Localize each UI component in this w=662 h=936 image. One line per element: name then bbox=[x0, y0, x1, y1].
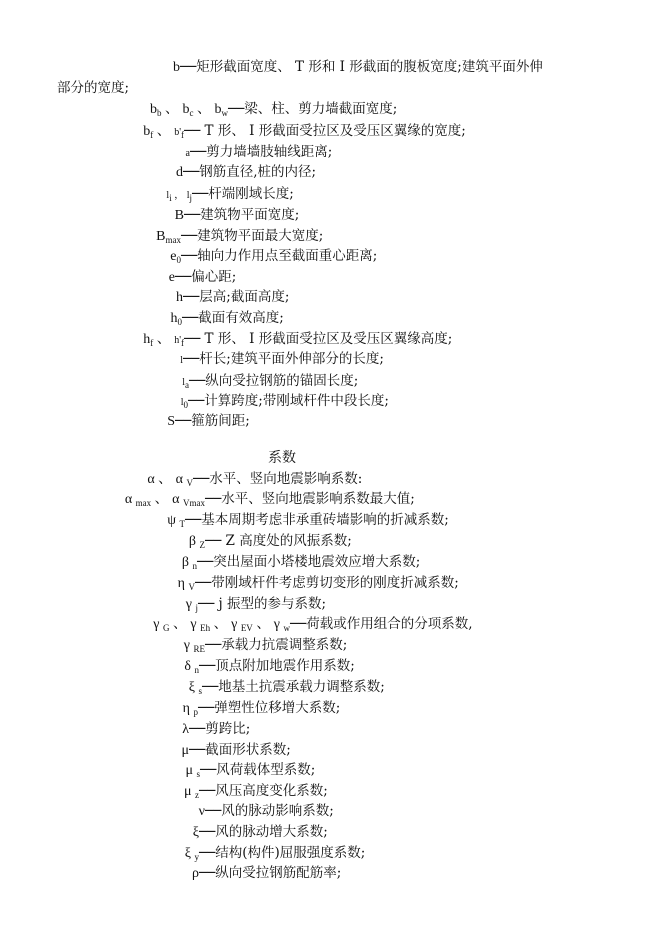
coefficient-line-gammaRE-definition bbox=[205, 636, 347, 654]
definition-text: T 形、 I 形截面受拉区及受压区翼缘高度; bbox=[200, 331, 453, 347]
coefficient-line-gammaj bbox=[186, 595, 198, 617]
em-dash: ── bbox=[200, 762, 217, 778]
em-dash: ── bbox=[188, 393, 205, 409]
symbol-line-d-definition bbox=[183, 163, 316, 181]
definition-line-b-continued bbox=[57, 79, 129, 97]
symbol-line-d bbox=[176, 163, 183, 182]
em-dash: ── bbox=[184, 123, 201, 139]
symbol-line-bf bbox=[143, 122, 184, 144]
definition-text: 风的脉动影响系数; bbox=[221, 803, 334, 819]
symbol-line-e0 bbox=[170, 247, 181, 269]
em-dash: ── bbox=[199, 658, 216, 674]
definition-text: 基本周期考虑非承重砖墙影响的折减系数; bbox=[201, 512, 449, 528]
em-dash: ── bbox=[184, 207, 201, 223]
symbol: $B_{max}$ bbox=[156, 229, 181, 245]
coefficient-line-betaZ bbox=[189, 532, 205, 554]
coefficient-line-psiT bbox=[167, 511, 185, 533]
symbol-line-h0 bbox=[171, 309, 183, 331]
coefficient-line-deltan-definition bbox=[199, 657, 355, 675]
symbol-line-Bmax-definition bbox=[181, 227, 323, 245]
symbol: ρ bbox=[192, 866, 199, 881]
symbol-line-li-lj bbox=[166, 185, 192, 207]
coefficient-line-lambda-definition bbox=[189, 720, 250, 738]
em-dash: ── bbox=[193, 471, 210, 487]
definition-text: 杆端刚域长度; bbox=[208, 186, 294, 202]
definition-text: 剪力墙墙肢轴线距离; bbox=[206, 144, 333, 160]
definition-text: 梁、柱、剪力墙截面宽度; bbox=[244, 101, 398, 117]
symbol-line-S bbox=[167, 412, 175, 431]
definition-text: 水平、竖向地震影响系数: bbox=[209, 471, 363, 487]
coefficient-line-xiy bbox=[185, 844, 199, 866]
em-dash: ── bbox=[205, 637, 222, 653]
definition-text: 杆长;建筑平面外伸部分的长度; bbox=[199, 351, 384, 367]
symbol-line-e-definition bbox=[175, 268, 236, 286]
definition-line-b: b──矩形截面宽度、 T 形和 I 形截面的腹板宽度;建筑平面外伸 bbox=[173, 59, 543, 75]
definition-text: 地基土抗震承载力调整系数; bbox=[218, 679, 385, 695]
em-dash: ── bbox=[184, 331, 201, 347]
symbol: S bbox=[167, 414, 175, 429]
symbol: a bbox=[185, 148, 190, 159]
symbol-line-l0-definition bbox=[188, 392, 389, 410]
symbol: d bbox=[176, 165, 183, 180]
symbol: $h_0$ bbox=[170, 311, 182, 327]
symbol: γ $_G$ 、 γ $_{Eh}$ 、 γ $_{EV}$ 、 γ $_w$ bbox=[153, 617, 290, 633]
definition-text: 风的脉动增大系数; bbox=[215, 824, 328, 840]
coefficient-line-alphamax bbox=[125, 490, 205, 512]
definition-text: 箍筋间距; bbox=[191, 413, 250, 429]
definition-text: 弹塑性位移增大系数; bbox=[214, 700, 341, 716]
em-dash: ── bbox=[197, 554, 214, 570]
symbol: l bbox=[180, 355, 183, 366]
definition-text: 轴向力作用点至截面重心距离; bbox=[197, 248, 378, 264]
symbol-line-B-definition bbox=[184, 206, 299, 224]
coefficient-line-gammaj-definition bbox=[198, 595, 326, 613]
symbol: η $_V$ bbox=[177, 576, 195, 592]
em-dash: ── bbox=[182, 310, 199, 326]
symbol: α 、 α $_V$ bbox=[147, 472, 193, 488]
coefficient-line-mus-definition bbox=[200, 761, 315, 779]
em-dash: ── bbox=[189, 373, 206, 389]
coefficient-line-etaV-definition bbox=[195, 574, 459, 592]
coefficient-line-alpha-definition bbox=[193, 470, 362, 488]
coefficient-line-alpha bbox=[147, 470, 193, 492]
definition-text: 纵向受拉钢筋的锚固长度; bbox=[205, 373, 359, 389]
definition-text: 截面有效高度; bbox=[198, 310, 284, 326]
symbol: γ $_{RE}$ bbox=[183, 638, 205, 654]
coefficient-line-betan bbox=[182, 553, 197, 575]
symbol: α $_{max}$ 、 α $_{Vmax}$ bbox=[124, 492, 205, 508]
em-dash: ── bbox=[202, 679, 219, 695]
symbol-line-l0 bbox=[181, 392, 188, 414]
symbol-line-li-lj-definition bbox=[192, 185, 294, 203]
em-dash: ── bbox=[175, 269, 192, 285]
symbol: β $_Z$ bbox=[188, 534, 205, 550]
definition-text: 剪跨比; bbox=[205, 721, 251, 737]
coefficient-line-muz bbox=[184, 782, 199, 804]
coefficient-line-etap-definition bbox=[198, 699, 340, 717]
coefficient-line-mus bbox=[185, 761, 200, 783]
symbol: b bbox=[173, 60, 180, 75]
coefficient-line-lambda bbox=[182, 720, 189, 739]
symbol-line-h bbox=[176, 288, 183, 307]
definition-text: 建筑物平面最大宽度; bbox=[197, 228, 324, 244]
symbol: λ bbox=[182, 722, 189, 737]
coefficient-line-betaZ-definition bbox=[205, 532, 352, 550]
symbol-line-a-definition bbox=[190, 143, 332, 161]
symbol: μ bbox=[181, 743, 189, 758]
symbol-line-la bbox=[182, 372, 189, 394]
symbol: ξ $_s$ bbox=[188, 680, 202, 696]
coefficient-line-betan-definition bbox=[197, 553, 420, 571]
em-dash: ── bbox=[192, 186, 209, 202]
symbol-line-hf bbox=[143, 330, 184, 352]
symbol: $h_f$ 、 $h'_f$ bbox=[143, 332, 184, 348]
definition-text: 计算跨度;带刚域杆件中段长度; bbox=[204, 393, 389, 409]
em-dash: ── bbox=[190, 144, 207, 160]
em-dash: ── bbox=[195, 575, 212, 591]
coefficient-line-etap bbox=[183, 699, 198, 721]
symbol: δ $_n$ bbox=[184, 659, 199, 675]
em-dash: ── bbox=[181, 248, 198, 264]
symbol: $l_i$ ， $l_j$ bbox=[166, 190, 192, 203]
symbol-line-bb-bc-bw bbox=[150, 100, 228, 122]
symbol: e bbox=[168, 270, 175, 285]
symbol-line-la-definition bbox=[189, 372, 358, 390]
coefficient-line-xi-definition bbox=[199, 823, 328, 841]
definition-text: 层高;截面高度; bbox=[199, 289, 290, 305]
symbol: γ $_j$ bbox=[185, 597, 198, 613]
coefficient-line-rho-definition bbox=[199, 864, 341, 882]
definition-text: 带刚域杆件考虑剪切变形的刚度折减系数; bbox=[211, 575, 459, 591]
symbol-line-bf-definition bbox=[184, 122, 466, 140]
definition-text: 突出屋面小塔楼地震效应增大系数; bbox=[213, 554, 421, 570]
coefficient-line-xis bbox=[189, 678, 202, 700]
em-dash: ── bbox=[199, 865, 216, 881]
symbol-line-h-definition bbox=[183, 288, 289, 306]
em-dash: ── bbox=[205, 803, 222, 819]
coefficient-line-mu-definition bbox=[189, 741, 291, 759]
definition-text: 荷载或作用组合的分项系数, bbox=[306, 616, 473, 632]
symbol: ν bbox=[198, 804, 205, 819]
symbol-line-S-definition bbox=[175, 412, 250, 430]
em-dash: ── bbox=[199, 845, 216, 861]
definition-text: 偏心距; bbox=[191, 269, 237, 285]
symbol: $b_f$ 、 $b'_f$ bbox=[143, 124, 184, 140]
coefficient-line-nu-definition bbox=[205, 802, 334, 820]
definition-text: 截面形状系数; bbox=[205, 742, 291, 758]
em-dash: ── bbox=[290, 616, 307, 632]
symbol-line-l-definition bbox=[183, 350, 384, 368]
definition-text: 顶点附加地震作用系数; bbox=[215, 658, 355, 674]
definition-text: 结构(构件)屈服强度系数; bbox=[215, 845, 366, 861]
symbol: β $_n$ bbox=[181, 555, 197, 571]
symbol-line-Bmax bbox=[156, 227, 181, 249]
symbol: $l_a$ bbox=[182, 377, 189, 390]
definition-text: j 振型的参与系数; bbox=[214, 596, 327, 612]
symbol-line-hf-definition bbox=[184, 330, 452, 348]
coefficient-line-alphamax-definition bbox=[205, 490, 415, 508]
em-dash: ── bbox=[189, 742, 206, 758]
symbol: h bbox=[176, 290, 183, 305]
em-dash: ── bbox=[181, 228, 198, 244]
em-dash: ── bbox=[183, 289, 200, 305]
symbol: ξ $_y$ bbox=[184, 846, 199, 862]
coefficient-line-gammaG bbox=[153, 615, 290, 637]
coefficient-line-psiT-definition bbox=[185, 511, 449, 529]
definition-text: 风压高度变化系数; bbox=[215, 783, 328, 799]
coefficient-line-xiy-definition bbox=[199, 844, 365, 862]
symbol: ψ $_T$ bbox=[167, 513, 185, 529]
symbol: $e_0$ bbox=[170, 249, 181, 265]
definition-text: Z 高度处的风振系数; bbox=[221, 533, 352, 549]
coefficient-line-mu bbox=[181, 741, 189, 760]
definition-text: 钢筋直径,桩的内径; bbox=[199, 164, 317, 180]
em-dash: ── bbox=[199, 824, 216, 840]
symbol-line-h0-definition bbox=[182, 309, 284, 327]
coefficient-line-muz-definition bbox=[199, 782, 328, 800]
em-dash: ── bbox=[205, 533, 222, 549]
symbol: $b_b$ 、 $b_c$ 、 $b_w$ bbox=[150, 102, 228, 118]
coefficient-line-xis-definition bbox=[202, 678, 385, 696]
em-dash: ── bbox=[198, 596, 215, 612]
symbol-line-B bbox=[175, 206, 184, 225]
em-dash: ── bbox=[183, 164, 200, 180]
symbol: μ $_z$ bbox=[183, 784, 199, 800]
em-dash: ── bbox=[185, 512, 202, 528]
coefficient-line-gammaRE bbox=[184, 636, 205, 658]
em-dash: ── bbox=[183, 351, 200, 367]
coefficient-line-deltan bbox=[184, 657, 199, 679]
em-dash: ── bbox=[228, 101, 245, 117]
definition-text: 矩形截面宽度、 T 形和 I 形截面的腹板宽度;建筑平面外伸 bbox=[196, 59, 543, 75]
symbol: μ $_s$ bbox=[185, 763, 200, 779]
em-dash: ── bbox=[205, 491, 222, 507]
definition-text: T 形、 I 形截面受拉区及受压区翼缘的宽度; bbox=[200, 123, 466, 139]
em-dash: ── bbox=[189, 721, 206, 737]
definition-text: 建筑物平面宽度; bbox=[200, 207, 300, 223]
definition-text: 水平、竖向地震影响系数最大值; bbox=[221, 491, 415, 507]
definition-text: 部分的宽度; bbox=[57, 80, 130, 96]
symbol-line-e0-definition bbox=[181, 247, 377, 265]
symbol-line-bb-bc-bw-definition bbox=[228, 100, 397, 118]
coefficient-line-gammaG-definition bbox=[290, 615, 473, 633]
symbol: η $_p$ bbox=[182, 701, 198, 717]
symbol: B bbox=[174, 208, 184, 223]
symbol: $l_0$ bbox=[180, 397, 188, 410]
definition-text: 承载力抗震调整系数; bbox=[221, 637, 348, 653]
coefficient-line-rho bbox=[192, 864, 199, 883]
definition-text: 纵向受拉钢筋配筋率; bbox=[215, 865, 342, 881]
em-dash: ── bbox=[199, 783, 216, 799]
em-dash: ── bbox=[175, 413, 192, 429]
section-heading: 系数 bbox=[268, 450, 296, 466]
em-dash: ── bbox=[198, 700, 215, 716]
symbol: ξ bbox=[192, 825, 199, 840]
coefficient-line-etaV bbox=[178, 574, 195, 596]
definition-text: 风荷载体型系数; bbox=[216, 762, 316, 778]
